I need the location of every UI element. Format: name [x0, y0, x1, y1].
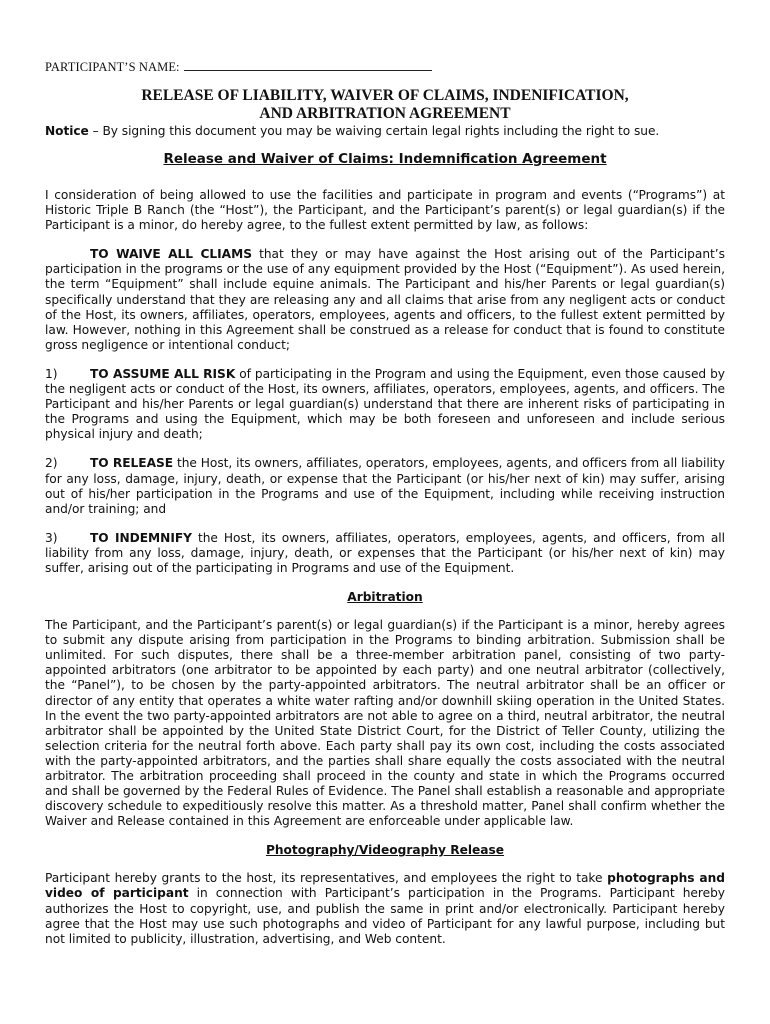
- photography-paragraph: [45, 871, 725, 946]
- item-number: 2): [45, 456, 58, 471]
- arbitration-heading: Arbitration: [347, 590, 423, 605]
- photography-text-before: Participant hereby grants to the host, its representatives, and employees the right to take: [45, 871, 608, 886]
- item-number: 1): [45, 366, 58, 381]
- item-release: [45, 456, 725, 516]
- notice: [45, 124, 725, 138]
- document-title-line1: RELEASE OF LIABILITY, WAIVER OF CLAIMS, INDENIFICATION,: [141, 87, 629, 104]
- document-title-line2: AND ARBITRATION AGREEMENT: [259, 105, 511, 122]
- participant-name-line: [45, 58, 725, 75]
- item-bold: TO INDEMNIFY: [90, 530, 192, 545]
- waive-text: that they or may have against the Host arising out of the Participant’s participation in the programs or the use of any equipment provided by the Host (“Equipment”). As used herein, the term “Equipment” shall include equine animals. The Participant and his/her Parents or legal guardian(s) specifically understand that they are releasing any and all claims that arise from any negligent acts or conduct of the Host, its owners, affiliates, operators, employees, agents and officers, to the fullest extent permitted by law. However, nothing in this Agreement shall be construed as a release for conduct that is found to constitute gross negligence or intentional conduct;: [45, 247, 725, 352]
- item-indemnify: [45, 531, 725, 576]
- item-bold: TO ASSUME ALL RISK: [90, 366, 236, 381]
- photography-heading: Photography/Videography Release: [265, 843, 505, 858]
- item-text: of participating in the Program and using the Equipment, even those caused by the negligent acts or conduct of the Host, its owners, affiliates, operators, employees, agents, and officers. The Participant and his/her Parents or legal guardian(s) understand that there are inherent risks of participating in the Programs and using the Equipment, which may be both foreseen and unforeseen and include serious physical injury and death;: [45, 366, 725, 442]
- item-text: the Host, its owners, affiliates, operators, employees, agents, and officers, from all liability from any loss, damage, injury, death, or expenses that the Participant (or his/her next of kin) may suffer, arising out of the participating in Programs and use of the Equipment.: [45, 530, 725, 575]
- arbitration-paragraph: The Participant, and the Participant’s parent(s) or legal guardian(s) if the Participant is a minor, hereby agrees to submit any dispute arising from participation in the Programs to binding arbitration. Submission shall be unlimited. For such disputes, there shall be a three-member arbitration panel, consisting of two party-appointed arbitrators (one arbitrator to be appointed by each party) and one neutral arbitrator (collectively, the “Panel”), to be chosen by the party-appointed arbitrators. The neutral arbitrator shall be an officer or director of any entity that operates a white water rafting and/or downhill skiing operation in the United States. In the event the two party-appointed arbitrators are not able to agree on a third, neutral arbitrator, the neutral arbitrator shall be appointed by the United State District Court, for the District of Teller County, utilizing the selection criteria for the neutral forth above. Each party shall pay its own cost, including the costs associated with the party-appointed arbitrators, and the parties shall share equally the costs associated with the neutral arbitrator. The arbitration proceeding shall proceed in the county and state in which the Programs occurred and shall be governed by the Federal Rules of Evidence. The Panel shall establish a reasonable and appropriate discovery schedule to expeditiously resolve this matter. As a threshold matter, Panel shall confirm whether the Waiver and Release contained in this Agreement are enforceable under applicable law.: [45, 618, 725, 829]
- item-text: the Host, its owners, affiliates, operators, employees, agents, and officers from all liability for any loss, damage, injury, death, or expense that the Participant (or his/her next of kin) may suffer, arising out of his/her participation in the Programs and use of the Equipment, including while receiving instruction and/or training; and: [45, 456, 725, 516]
- participant-name-blank: [184, 58, 432, 71]
- item-assume-risk: [45, 367, 725, 442]
- notice-text: – By signing this document you may be waiving certain legal rights including the right to sue.: [88, 124, 660, 138]
- photography-text-after: in connection with Participant’s participation in the Programs. Participant hereby authorizes the Host to copyright, use, and publish the same in print and/or electronically. Participant hereby agree that the Host may use such photographs and video of Participant for any lawful purpose, including but not limited to publicity, illustration, advertising, and Web content.: [45, 886, 726, 946]
- photography-bold: photographs and video of participant: [45, 871, 725, 901]
- section-heading: Release and Waiver of Claims: Indemnification Agreement: [163, 151, 607, 167]
- document-title: [45, 87, 725, 123]
- waive-paragraph: [45, 247, 725, 353]
- item-bold: TO RELEASE: [90, 456, 174, 471]
- item-number: 3): [45, 530, 58, 545]
- waiver-document: [45, 58, 725, 947]
- waive-bold: TO WAIVE ALL CLIAMS: [90, 247, 252, 262]
- intro-paragraph: I consideration of being allowed to use the facilities and participate in program and events (“Programs”) at Historic Triple B Ranch (the “Host”), the Participant, and the Participant’s parent(s) or legal guardian(s) if the Participant is a minor, do hereby agree, to the fullest extent permitted by law, as follows:: [45, 188, 725, 233]
- participant-name-label: PARTICIPANT’S NAME:: [45, 60, 180, 74]
- notice-label: Notice: [45, 124, 89, 138]
